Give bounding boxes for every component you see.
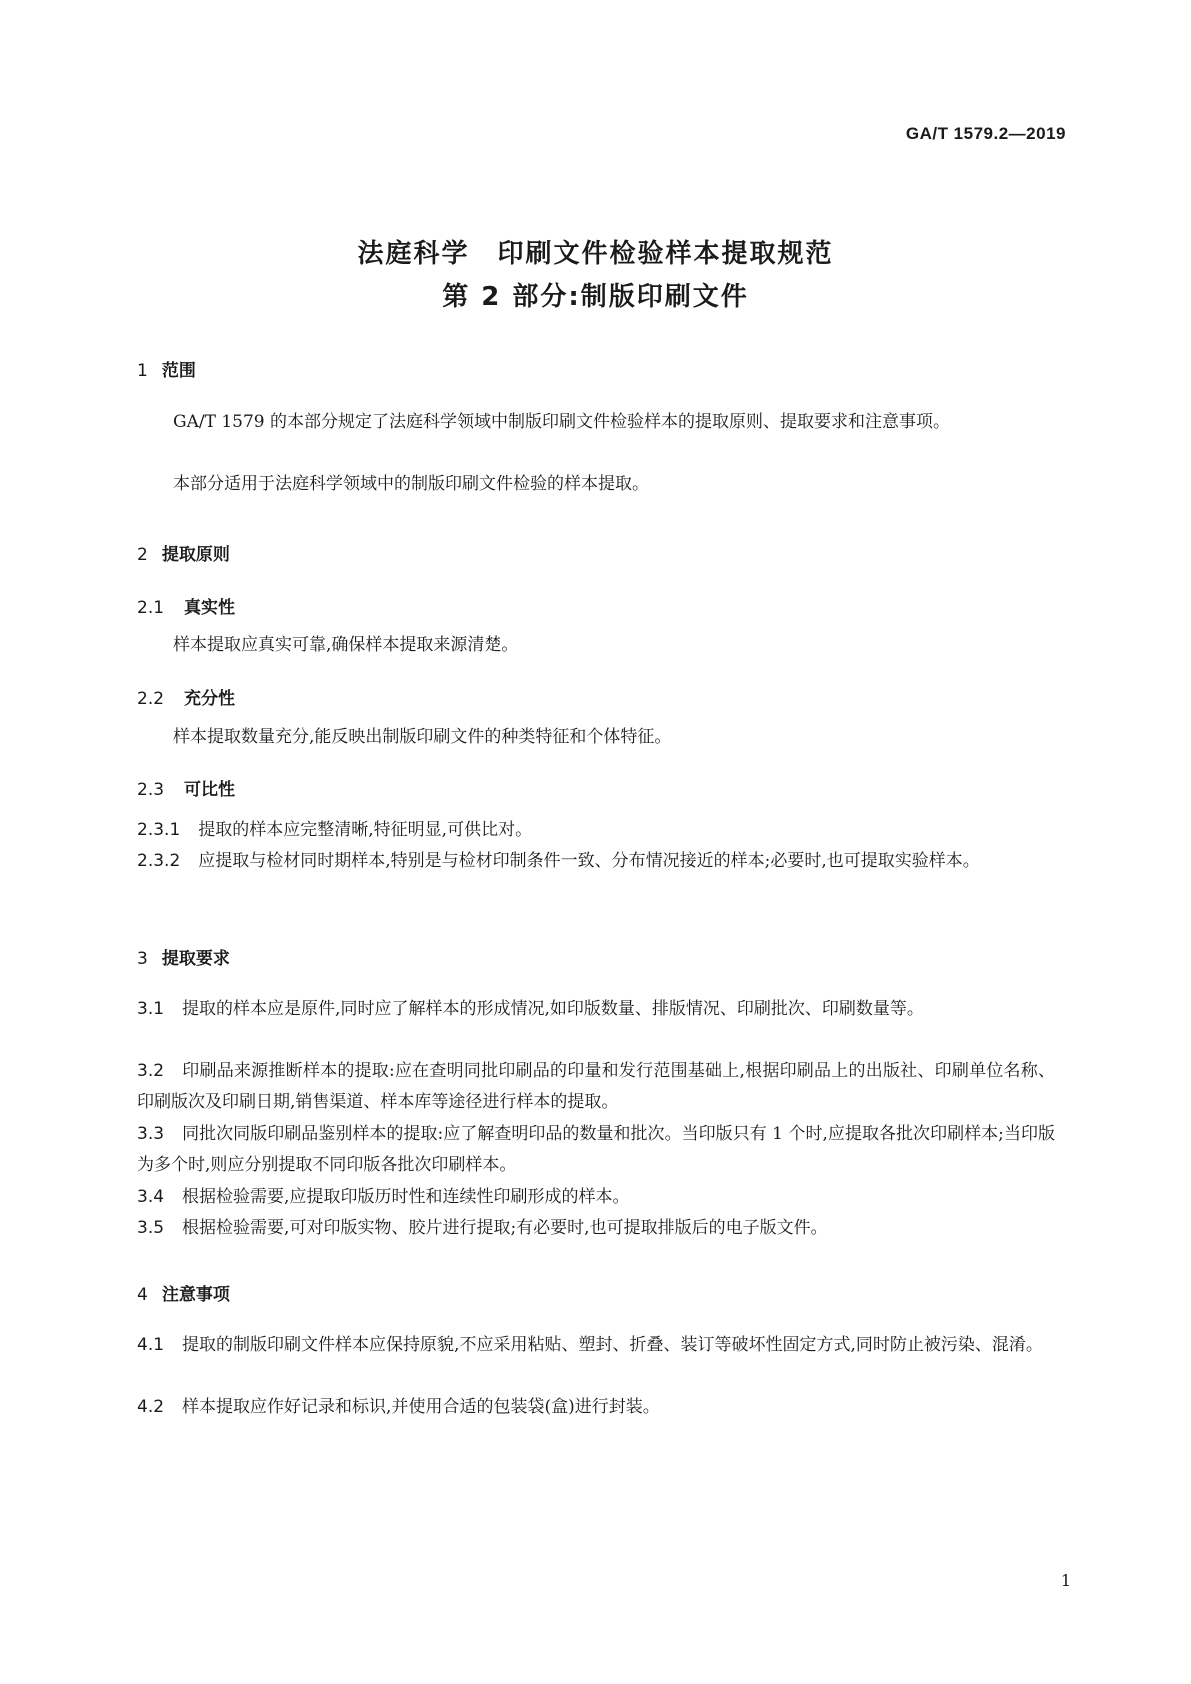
section-title: 注意事项: [161, 1285, 230, 1305]
clause-text: 印刷品来源推断样本的提取:应在查明同批印刷品的印量和发行范围基础上,根据印刷品上的出版社、印刷单位名称、印刷版次及印刷日期,销售渠道、样本库等途径进行样本的提取。: [137, 1061, 1055, 1112]
section-2-2-text: 样本提取数量充分,能反映出制版印刷文件的种类特征和个体特征。: [173, 727, 672, 747]
clause-number: 3.1: [137, 999, 165, 1019]
clause-3-2: [137, 1056, 1055, 1118]
clause-3-3: [137, 1119, 1055, 1181]
clause-text: 根据检验需要,可对印版实物、胶片进行提取;有必要时,也可提取排版后的电子版文件。: [182, 1218, 828, 1238]
clause-4-2: [137, 1392, 1055, 1423]
section-number: 1: [137, 361, 148, 381]
section-title: 充分性: [184, 689, 236, 709]
clause-4-1: [137, 1330, 1055, 1361]
section-2-heading: [137, 540, 230, 565]
section-1-heading: [137, 356, 196, 381]
clause-text: 提取的样本应是原件,同时应了解样本的形成情况,如印版数量、排版情况、印刷批次、印刷数量等。: [182, 999, 924, 1019]
clause-number: 2.3.1: [137, 820, 181, 840]
section-title: 提取要求: [161, 949, 230, 969]
clause-number: 4.2: [137, 1397, 165, 1417]
section-2-3-heading: [137, 775, 235, 800]
clause-text: 根据检验需要,应提取印版历时性和连续性印刷形成的样本。: [182, 1187, 630, 1207]
clause-text: 同批次同版印刷品鉴别样本的提取:应了解查明印品的数量和批次。当印版只有 1 个时,应提取各批次印刷样本;当印版为多个时,则应分别提取不同印版各批次印刷样本。: [137, 1124, 1055, 1175]
section-2-1-heading: [137, 593, 235, 618]
section-4-heading: [137, 1280, 230, 1305]
document-title: 法庭科学 印刷文件检验样本提取规范: [357, 239, 834, 269]
section-title: 可比性: [184, 780, 236, 800]
section-3-heading: [137, 944, 230, 969]
section-number: 2.3: [137, 780, 165, 800]
section-title: 提取原则: [161, 545, 230, 565]
section-number: 2: [137, 545, 148, 565]
document-subtitle: 第 2 部分:制版印刷文件: [442, 282, 749, 312]
section-title: 真实性: [184, 598, 236, 618]
clause-2-3-2: [137, 846, 1055, 877]
clause-2-3-1: [137, 815, 1055, 846]
clause-3-5: [137, 1213, 1055, 1244]
section-1-paragraph-1: GA/T 1579 的本部分规定了法庭科学领域中制版印刷文件检验样本的提取原则、提取要求和注意事项。: [173, 412, 950, 432]
section-2-2-heading: [137, 684, 235, 709]
clause-number: 2.3.2: [137, 851, 181, 871]
section-1-paragraph-2: 本部分适用于法庭科学领域中的制版印刷文件检验的样本提取。: [173, 474, 649, 494]
standard-code: GA/T 1579.2—2019: [905, 124, 1066, 143]
clause-number: 3.3: [137, 1124, 165, 1144]
clause-number: 3.4: [137, 1187, 165, 1207]
clause-text: 应提取与检材同时期样本,特别是与检材印制条件一致、分布情况接近的样本;必要时,也可提取实验样本。: [198, 851, 980, 871]
section-title: 范围: [161, 361, 196, 381]
clause-number: 3.5: [137, 1218, 165, 1238]
clause-text: 提取的样本应完整清晰,特征明显,可供比对。: [198, 820, 533, 840]
clause-3-1: [137, 994, 1055, 1025]
clause-number: 3.2: [137, 1061, 165, 1081]
section-2-1-text: 样本提取应真实可靠,确保样本提取来源清楚。: [173, 635, 519, 655]
clause-number: 4.1: [137, 1335, 165, 1355]
clause-text: 样本提取应作好记录和标识,并使用合适的包装袋(盒)进行封装。: [182, 1397, 660, 1417]
section-number: 2.2: [137, 689, 165, 709]
section-number: 4: [137, 1285, 148, 1305]
clause-text: 提取的制版印刷文件样本应保持原貌,不应采用粘贴、塑封、折叠、装订等破坏性固定方式,同时防止被污染、混淆。: [182, 1335, 1043, 1355]
section-number: 3: [137, 949, 148, 969]
page-number: 1: [1060, 1571, 1071, 1590]
section-number: 2.1: [137, 598, 165, 618]
clause-3-4: [137, 1182, 1055, 1213]
